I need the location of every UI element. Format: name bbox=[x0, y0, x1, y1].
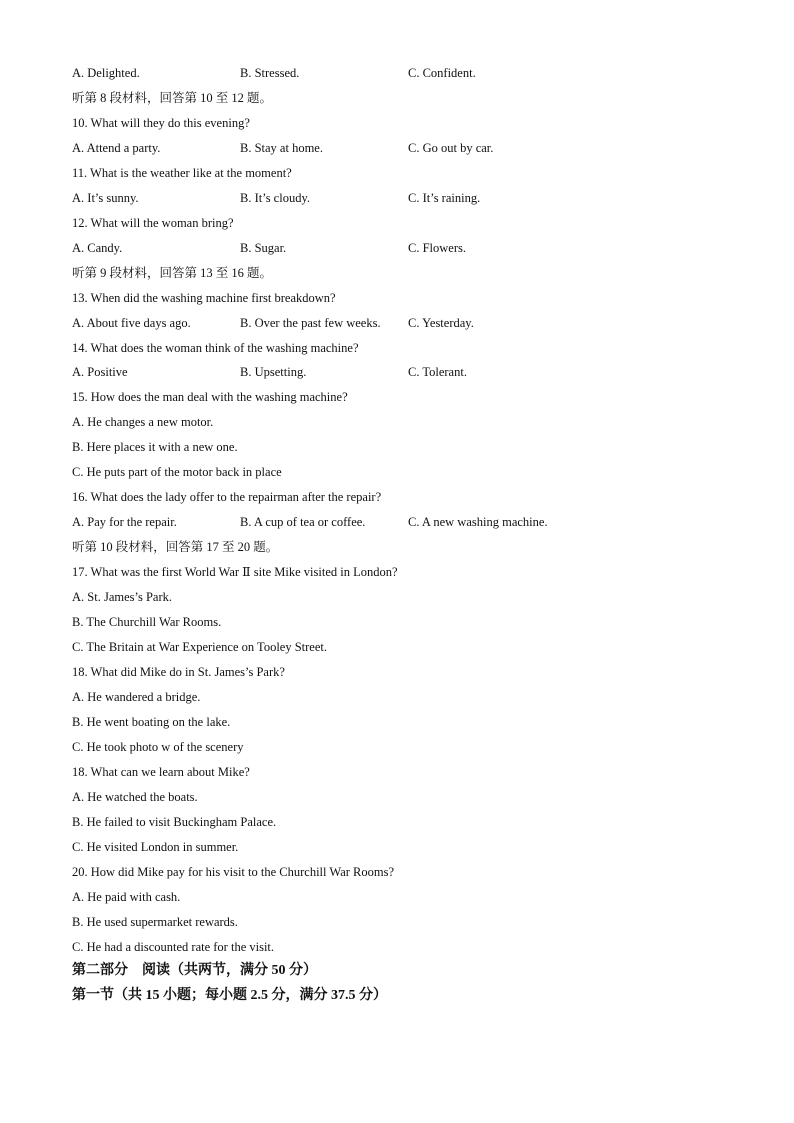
q15-question: 15. How does the man deal with the washing machine? bbox=[72, 390, 348, 404]
q16-options bbox=[72, 512, 608, 532]
q9-option-b: B. Stressed. bbox=[240, 66, 300, 80]
q13-option-b: B. Over the past few weeks. bbox=[240, 316, 381, 330]
q10-option-c: C. Go out by car. bbox=[408, 141, 494, 155]
q11-option-a: A. It’s sunny. bbox=[72, 191, 139, 205]
q15-option-c: C. He puts part of the motor back in place bbox=[72, 465, 282, 479]
passage9-heading: 听第 9 段材料，回答第 13 至 16 题。 bbox=[72, 266, 273, 280]
q11-question: 11. What is the weather like at the moment? bbox=[72, 166, 292, 180]
q10-question: 10. What will they do this evening? bbox=[72, 116, 250, 130]
q16-option-a: A. Pay for the repair. bbox=[72, 515, 177, 529]
q20-question: 20. How did Mike pay for his visit to the Churchill War Rooms? bbox=[72, 865, 394, 879]
q18-option-c: C. He took photo w of the scenery bbox=[72, 740, 244, 754]
q17-option-b: B. The Churchill War Rooms. bbox=[72, 615, 222, 629]
part2-heading: 第二部分 阅读（共两节，满分 50 分） bbox=[72, 963, 317, 978]
q17-option-a: A. St. James’s Park. bbox=[72, 590, 172, 604]
q13-question: 13. When did the washing machine first breakdown? bbox=[72, 291, 336, 305]
q15-option-b: B. Here places it with a new one. bbox=[72, 440, 238, 454]
q12-option-a: A. Candy. bbox=[72, 241, 123, 255]
q17-question: 17. What was the first World War Ⅱ site Mike visited in London? bbox=[72, 565, 398, 579]
q12-option-b: B. Sugar. bbox=[240, 241, 287, 255]
q11-option-b: B. It’s cloudy. bbox=[240, 191, 311, 205]
q17-option-c: C. The Britain at War Experience on Tooley Street. bbox=[72, 640, 327, 654]
q18-option-b: B. He went boating on the lake. bbox=[72, 715, 231, 729]
q13-options bbox=[72, 313, 608, 333]
q19-option-a: A. He watched the boats. bbox=[72, 790, 198, 804]
q13-option-c: C. Yesterday. bbox=[408, 316, 474, 330]
q10-options bbox=[72, 138, 608, 158]
q14-option-a: A. Positive bbox=[72, 365, 128, 379]
q10-option-a: A. Attend a party. bbox=[72, 141, 161, 155]
q12-option-c: C. Flowers. bbox=[408, 241, 466, 255]
passage10-heading: 听第 10 段材料，回答第 17 至 20 题。 bbox=[72, 540, 279, 554]
q13-option-a: A. About five days ago. bbox=[72, 316, 191, 330]
q9-option-c: C. Confident. bbox=[408, 66, 476, 80]
q18-option-a: A. He wandered a bridge. bbox=[72, 690, 201, 704]
section1-heading: 第一节（共 15 小题；每小题 2.5 分，满分 37.5 分） bbox=[72, 988, 387, 1003]
q16-option-b: B. A cup of tea or coffee. bbox=[240, 515, 366, 529]
q20-option-a: A. He paid with cash. bbox=[72, 890, 181, 904]
q12-question: 12. What will the woman bring? bbox=[72, 216, 234, 230]
q11-option-c: C. It’s raining. bbox=[408, 191, 481, 205]
q16-option-c: C. A new washing machine. bbox=[408, 515, 548, 529]
q18-question: 18. What did Mike do in St. James’s Park? bbox=[72, 665, 285, 679]
q16-question: 16. What does the lady offer to the repairman after the repair? bbox=[72, 490, 382, 504]
q12-options bbox=[72, 238, 608, 258]
q9-option-a: A. Delighted. bbox=[72, 66, 140, 80]
q14-option-b: B. Upsetting. bbox=[240, 365, 307, 379]
q19-option-c: C. He visited London in summer. bbox=[72, 840, 239, 854]
q14-options bbox=[72, 362, 608, 382]
passage8-heading: 听第 8 段材料，回答第 10 至 12 题。 bbox=[72, 91, 273, 105]
q14-question: 14. What does the woman think of the washing machine? bbox=[72, 341, 359, 355]
q14-option-c: C. Tolerant. bbox=[408, 365, 467, 379]
q15-option-a: A. He changes a new motor. bbox=[72, 415, 214, 429]
q20-option-b: B. He used supermarket rewards. bbox=[72, 915, 238, 929]
q11-options bbox=[72, 188, 608, 208]
q19-question: 18. What can we learn about Mike? bbox=[72, 765, 250, 779]
q20-option-c: C. He had a discounted rate for the visit. bbox=[72, 940, 275, 954]
q10-option-b: B. Stay at home. bbox=[240, 141, 323, 155]
q19-option-b: B. He failed to visit Buckingham Palace. bbox=[72, 815, 277, 829]
q9-options bbox=[72, 63, 608, 83]
